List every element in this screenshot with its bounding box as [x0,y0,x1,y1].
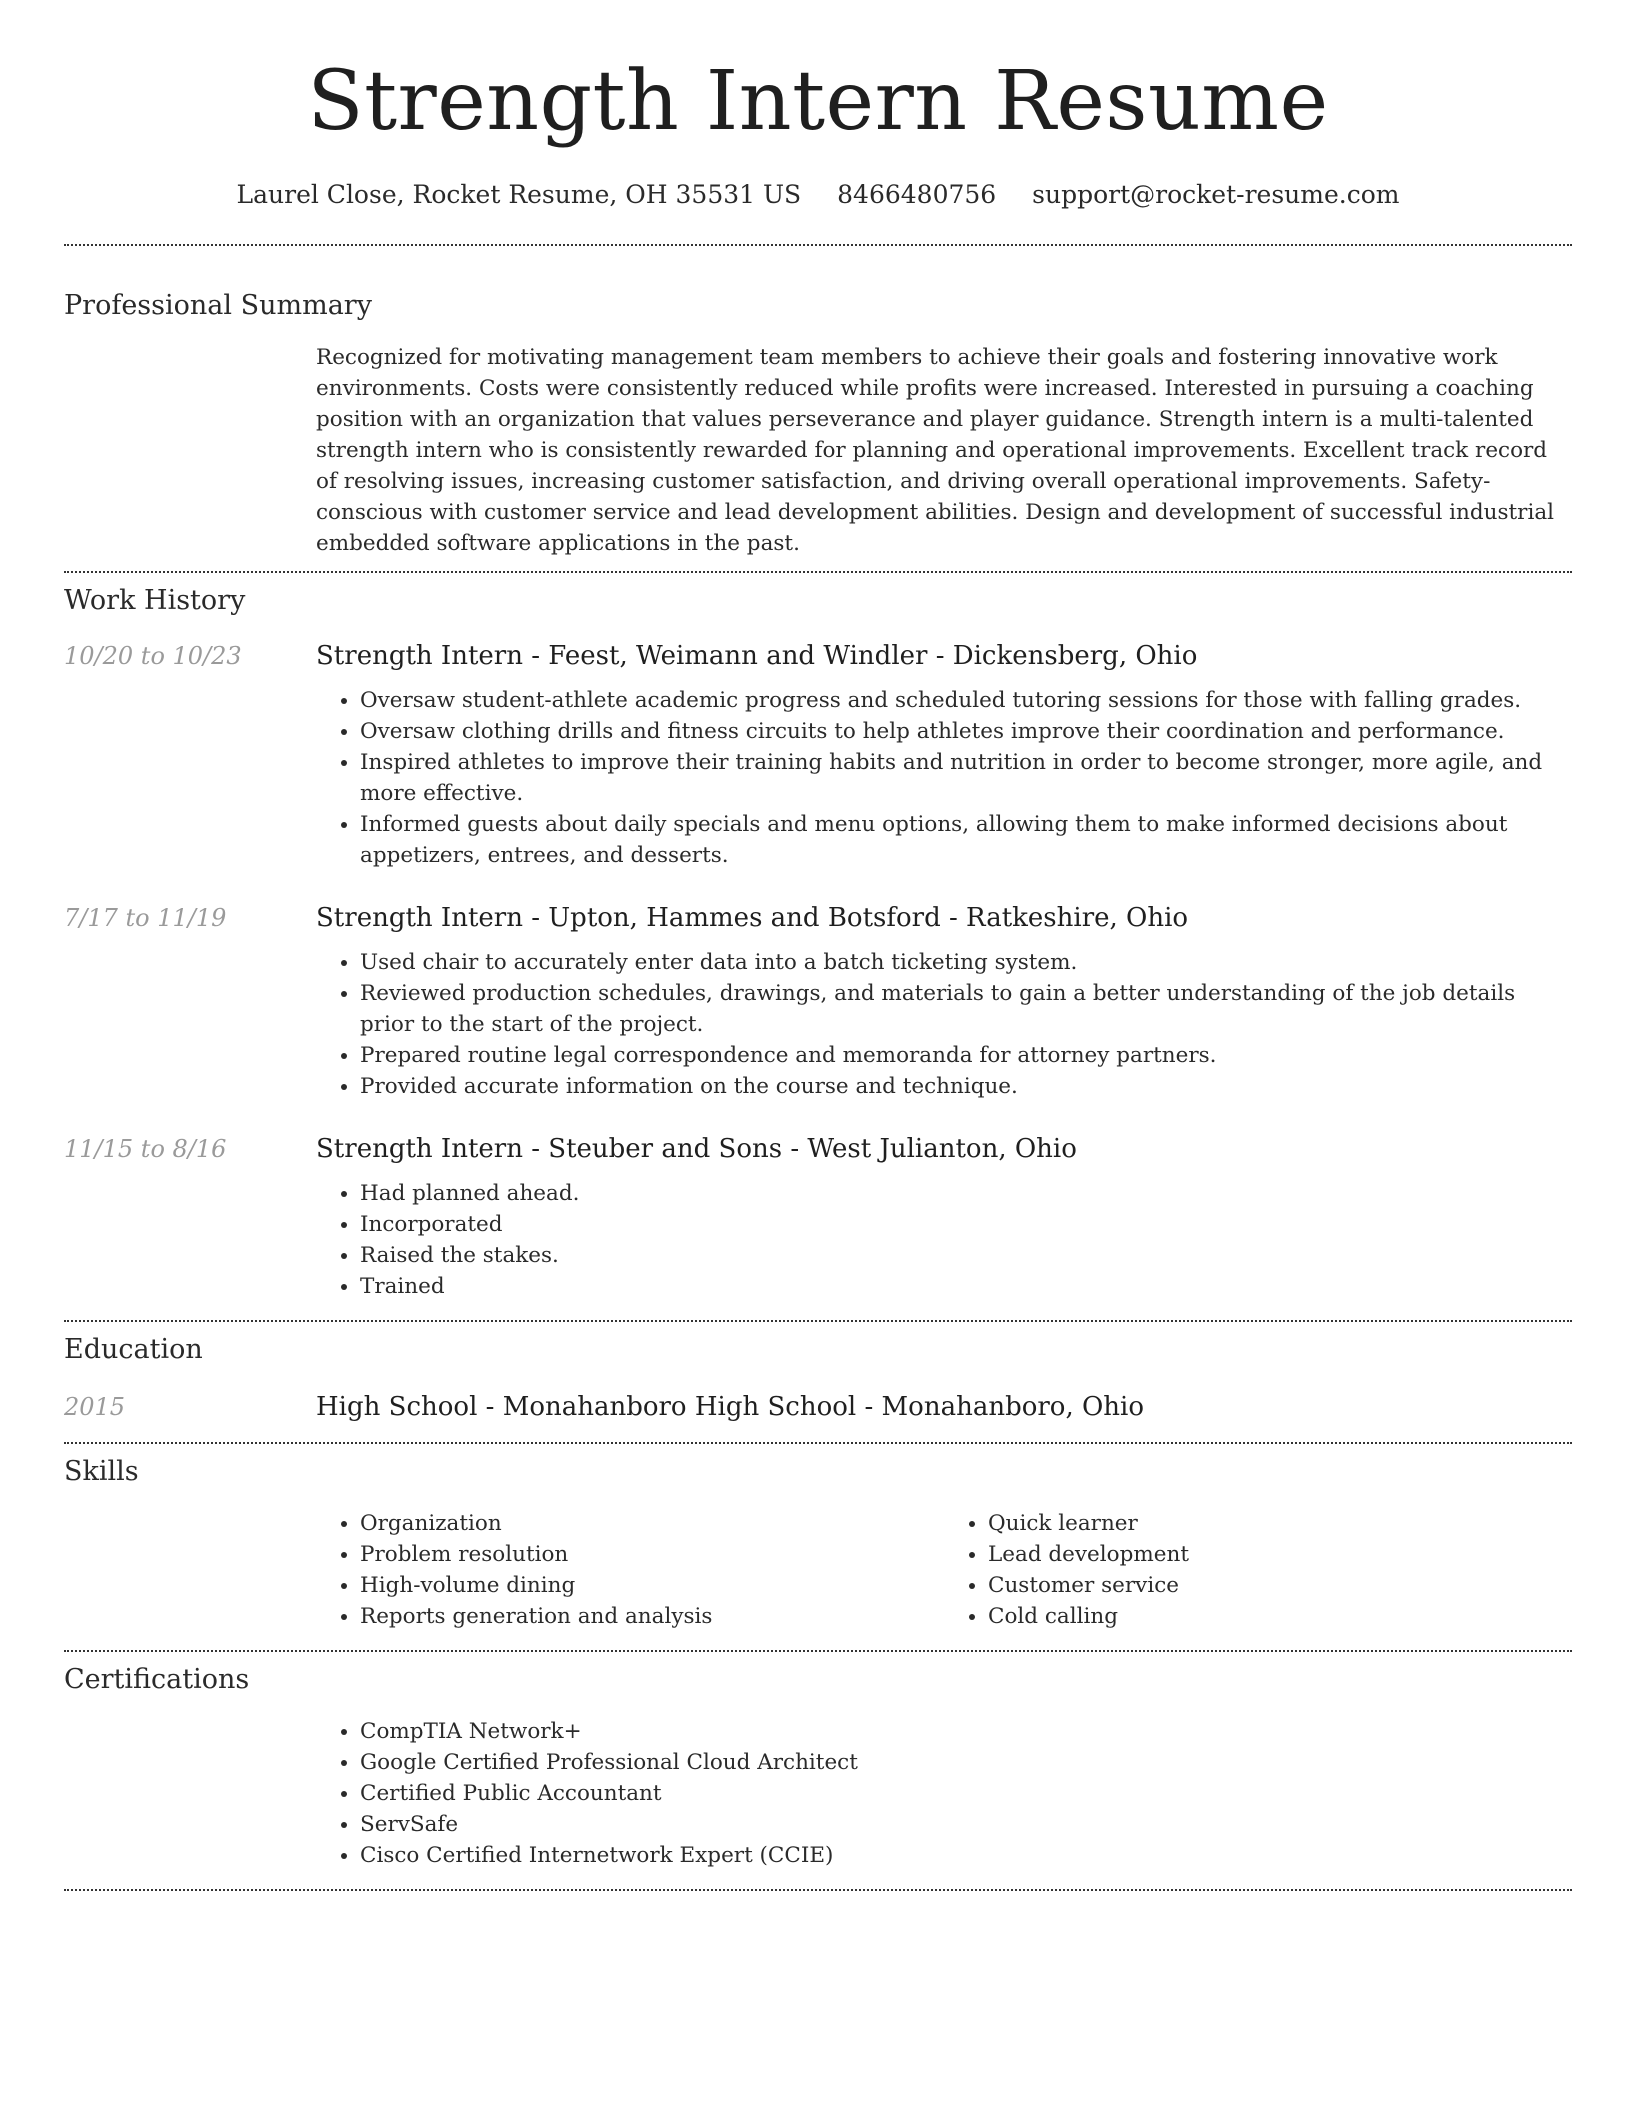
list-item: • Customer service [988,1570,1572,1601]
education-dates: 2015 [64,1393,126,1421]
education-title: High School - Monahanboro High School - Monahanboro, Ohio [316,1392,1145,1422]
resume-page [64,0,1572,1891]
list-item: • Reports generation and analysis [360,1601,944,1632]
list-item: • High-volume dining [360,1570,944,1601]
list-item: • Organization [360,1508,944,1539]
skills-list-left [316,1508,944,1632]
skills-section [64,1508,1572,1632]
summary-heading: Professional Summary [64,290,372,321]
divider [64,1889,1572,1891]
list-item: • Oversaw clothing drills and fitness circuits to help athletes improve their coordination and performance. [360,716,1572,747]
summary-section [64,342,1572,559]
job-title: Strength Intern - Upton, Hammes and Botsford - Ratkeshire, Ohio [316,903,1189,933]
skills-list-right [944,1508,1572,1632]
list-item: • Cisco Certified Internetwork Expert (CCIE) [360,1840,1572,1871]
job-entry [64,1132,1572,1302]
divider [64,1442,1572,1444]
certifications-section [64,1716,1572,1871]
work-history-heading: Work History [64,585,246,616]
list-item: • Google Certified Professional Cloud Architect [360,1747,1572,1778]
list-item: • CompTIA Network+ [360,1716,1572,1747]
job-entry [64,901,1572,1102]
list-item: • Raised the stakes. [360,1240,1572,1271]
list-item: • Quick learner [988,1508,1572,1539]
education-entry [64,1390,1572,1424]
certifications-list [316,1716,1572,1871]
list-item: • Lead development [988,1539,1572,1570]
contact-address: Laurel Close, Rocket Resume, OH 35531 US [236,180,802,209]
divider [64,1320,1572,1322]
job-title: Strength Intern - Steuber and Sons - West Julianton, Ohio [316,1134,1077,1164]
skills-heading: Skills [64,1456,139,1487]
list-item: • Oversaw student-athlete academic progress and scheduled tutoring sessions for those with falling grades. [360,685,1572,716]
summary-text: Recognized for motivating management team members to achieve their goals and fostering innovative work environments. Costs were consistently reduced while profits were increased. Interested in pursuing a coaching position with an organization that values perseverance and player guidance. Strength intern is a multi-talented strength intern who is consistently rewarded for planning and operational improvements. Excellent track record of resolving issues, increasing customer satisfaction, and driving overall operational improvements. Safety-conscious with customer service and lead development abilities. Design and development of successful industrial embedded software applications in the past. [316,345,1555,556]
job-bullets [316,685,1572,871]
list-item: • Had planned ahead. [360,1178,1572,1209]
list-item: • Provided accurate information on the course and technique. [360,1071,1572,1102]
resume-title: Strength Intern Resume [307,54,1329,149]
list-item: • Prepared routine legal correspondence and memoranda for attorney partners. [360,1040,1572,1071]
contact-phone: 8466480756 [837,180,997,209]
education-heading: Education [64,1334,203,1365]
job-bullets [316,947,1572,1102]
list-item: • Informed guests about daily specials and menu options, allowing them to make informed decisions about appetizers, entrees, and desserts. [360,809,1572,871]
list-item: • Inspired athletes to improve their training habits and nutrition in order to become stronger, more agile, and more effective. [360,747,1572,809]
list-item: • Incorporated [360,1209,1572,1240]
job-dates: 11/15 to 8/16 [64,1135,227,1163]
job-dates: 10/20 to 10/23 [64,642,242,670]
job-entry [64,639,1572,871]
job-title: Strength Intern - Feest, Weimann and Windler - Dickensberg, Ohio [316,641,1198,671]
contact-line [64,178,1572,212]
job-bullets [316,1178,1572,1302]
contact-email: support@rocket-resume.com [1032,180,1400,209]
certifications-heading: Certifications [64,1664,250,1695]
list-item: • Problem resolution [360,1539,944,1570]
divider [64,571,1572,573]
list-item: • Certified Public Accountant [360,1778,1572,1809]
list-item: • Used chair to accurately enter data into a batch ticketing system. [360,947,1572,978]
list-item: • ServSafe [360,1809,1572,1840]
list-item: • Cold calling [988,1601,1572,1632]
divider [64,244,1572,246]
job-dates: 7/17 to 11/19 [64,904,227,932]
list-item: • Reviewed production schedules, drawings, and materials to gain a better understanding of the job details prior to the start of the project. [360,978,1572,1040]
list-item: • Trained [360,1271,1572,1302]
divider [64,1650,1572,1652]
